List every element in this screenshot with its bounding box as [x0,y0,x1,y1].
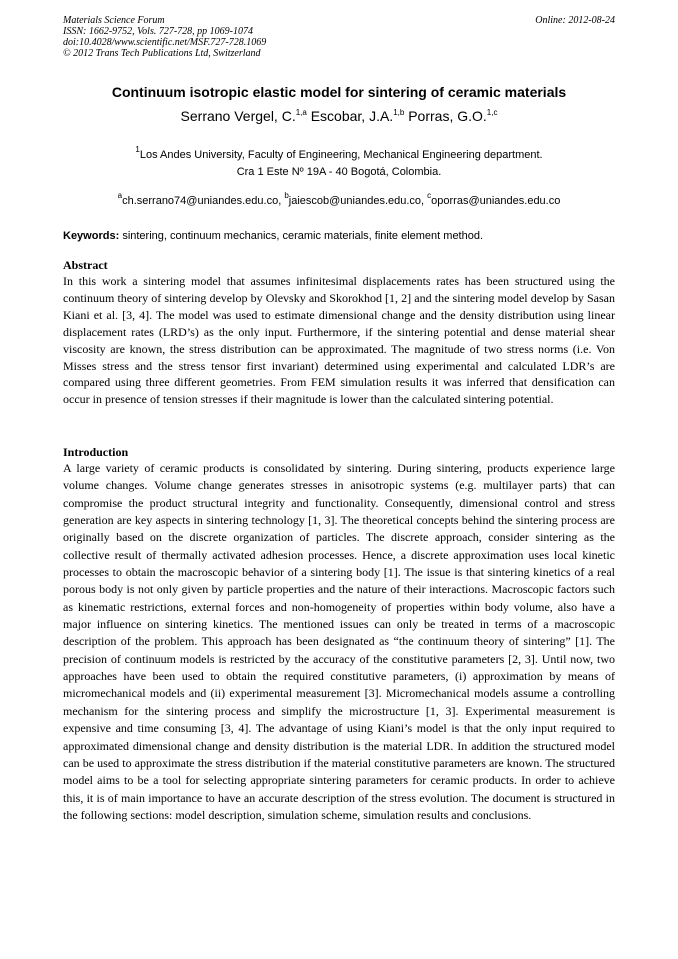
email-address: jaiescob@uniandes.edu.co [288,195,422,207]
email-marker: a [117,191,123,200]
introduction-text: A large variety of ceramic products is consolidated by sintering. During sintering, products experience large volume changes. Volume change generates stresses in anisotropic systems (e.g. multilayer parts) that can compromise the product structural integrity and functionality. Consequently, dimensional control and stress generation are key aspects in sintering technology [1, 3]. The theoretical concepts behind the sintering process are originally based on the discrete organization of particles. The discrete approach, consider sintering as the collective result of thermally activated adhesion processes. Hence, a discrete approximation uses local kinetic processes to obtain the macroscopic behavior of a sintering body [1]. The issue is that sintering kinetics of a real porous body is not only given by particle properties and the nature of their interactions. Macroscopic factors such as kinematic restrictions, external forces and non-homogeneity of properties within body volume, also have a major influence on sintering kinetics. The mentioned issues can only be treated in terms of a macroscopic description of the problem. This approach has been designated as “the continuum theory of sintering” [1]. The precision of continuum models is restricted by the accuracy of the constitutive parameters [2, 3]. Until now, two approaches have been used to obtain the required constitutive parameters, (i) approximation by means of micromechanical models and (ii) experimental measurement [3]. Micromechanical models assume a controlling mechanism for the sintering process and simplify the microstructure [1, 3]. Experimental measurement is expensive and time consuming [3, 4]. The advantage of using Kiani’s model is that the only input required to approximated dimensional change and density distribution is the material LDR. In addition the structured model can be used to approximate the stress distribution if the material constitutive parameters are known. The structured model aims to be a tool for selecting appropriate sintering parameters for ceramic products. In order to achieve this, it is of main importance to have an accurate description of the stress evolution. The document is structured in the following sections: model description, simulation scheme, simulation results and conclusions. [63,461,615,822]
author-name: Porras, G.O. [408,108,487,124]
abstract-text: In this work a sintering model that assumes infinitesimal displacements rates has been structured using the continuum theory of sintering develop by Olevsky and Skorokhod [1, 2] and the sintering model develop by Sasan Kiani et al. [3, 4]. The model was used to estimate dimensional change and the density distribution using linear displacement rates (LRD’s) as the only input. Furthermore, if the sintering potential and dense material shear viscosity are known, the stress distribution can be approximated. The magnitude of two stress norms (i.e. Von Misses stress and the stress tensor first invariant) determined using experimental and calculated LDR’s are compared using three different geometries. From FEM simulation results it was inferred that densification can occur in presence of tension stresses if their magnitude is lower than the calculated sintering potential. [63,274,615,407]
author-name: Escobar, J.A. [310,108,394,124]
author-name: Serrano Vergel, C. [180,108,296,124]
author-list [40,107,638,125]
abstract-heading: Abstract [63,258,108,272]
online-date: Online: 2012-08-24 [535,15,615,26]
keywords [63,228,615,244]
abstract-section [63,257,615,408]
author-affiliation-marker: 1,a [295,108,307,117]
affiliation [40,147,638,181]
author-affiliation-marker: 1,b [393,108,405,117]
affiliation-marker: 1 [135,145,140,154]
email-list: $^a$ch.serrano74@uniandes.edu.co, $^b$jaiescob@uniandes.edu.co, $^c$oporras@uniandes.edu.co [117,191,561,207]
introduction-section [63,444,615,824]
email-marker: b [284,191,289,200]
affiliation-line: Cra 1 Este Nº 19A - 40 Bogotá, Colombia. [236,166,442,178]
email-address: ch.serrano74@uniandes.edu.co [122,195,279,207]
journal-name: Materials Science Forum [63,15,165,26]
email-marker: c [427,191,432,200]
email-address: oporras@uniandes.edu.co [431,195,561,207]
introduction-heading: Introduction [63,445,129,459]
keywords-text: sintering, continuum mechanics, ceramic materials, finite element method. [122,230,484,242]
issn-line: ISSN: 1662-9752, Vols. 727-728, pp 1069-1074 [63,26,253,37]
keywords-label: Keywords: [63,230,120,242]
affiliation-line: Los Andes University, Faculty of Engineering, Mechanical Engineering department. [139,149,543,161]
copyright-line: © 2012 Trans Tech Publications Ltd, Switzerland [63,48,261,59]
journal-header [63,15,615,59]
author-affiliation-marker: 1,c [486,108,498,117]
doi-line: doi:10.4028/www.scientific.net/MSF.727-728.1069 [63,37,267,48]
paper-title: Continuum isotropic elastic model for sintering of ceramic materials [111,84,567,100]
